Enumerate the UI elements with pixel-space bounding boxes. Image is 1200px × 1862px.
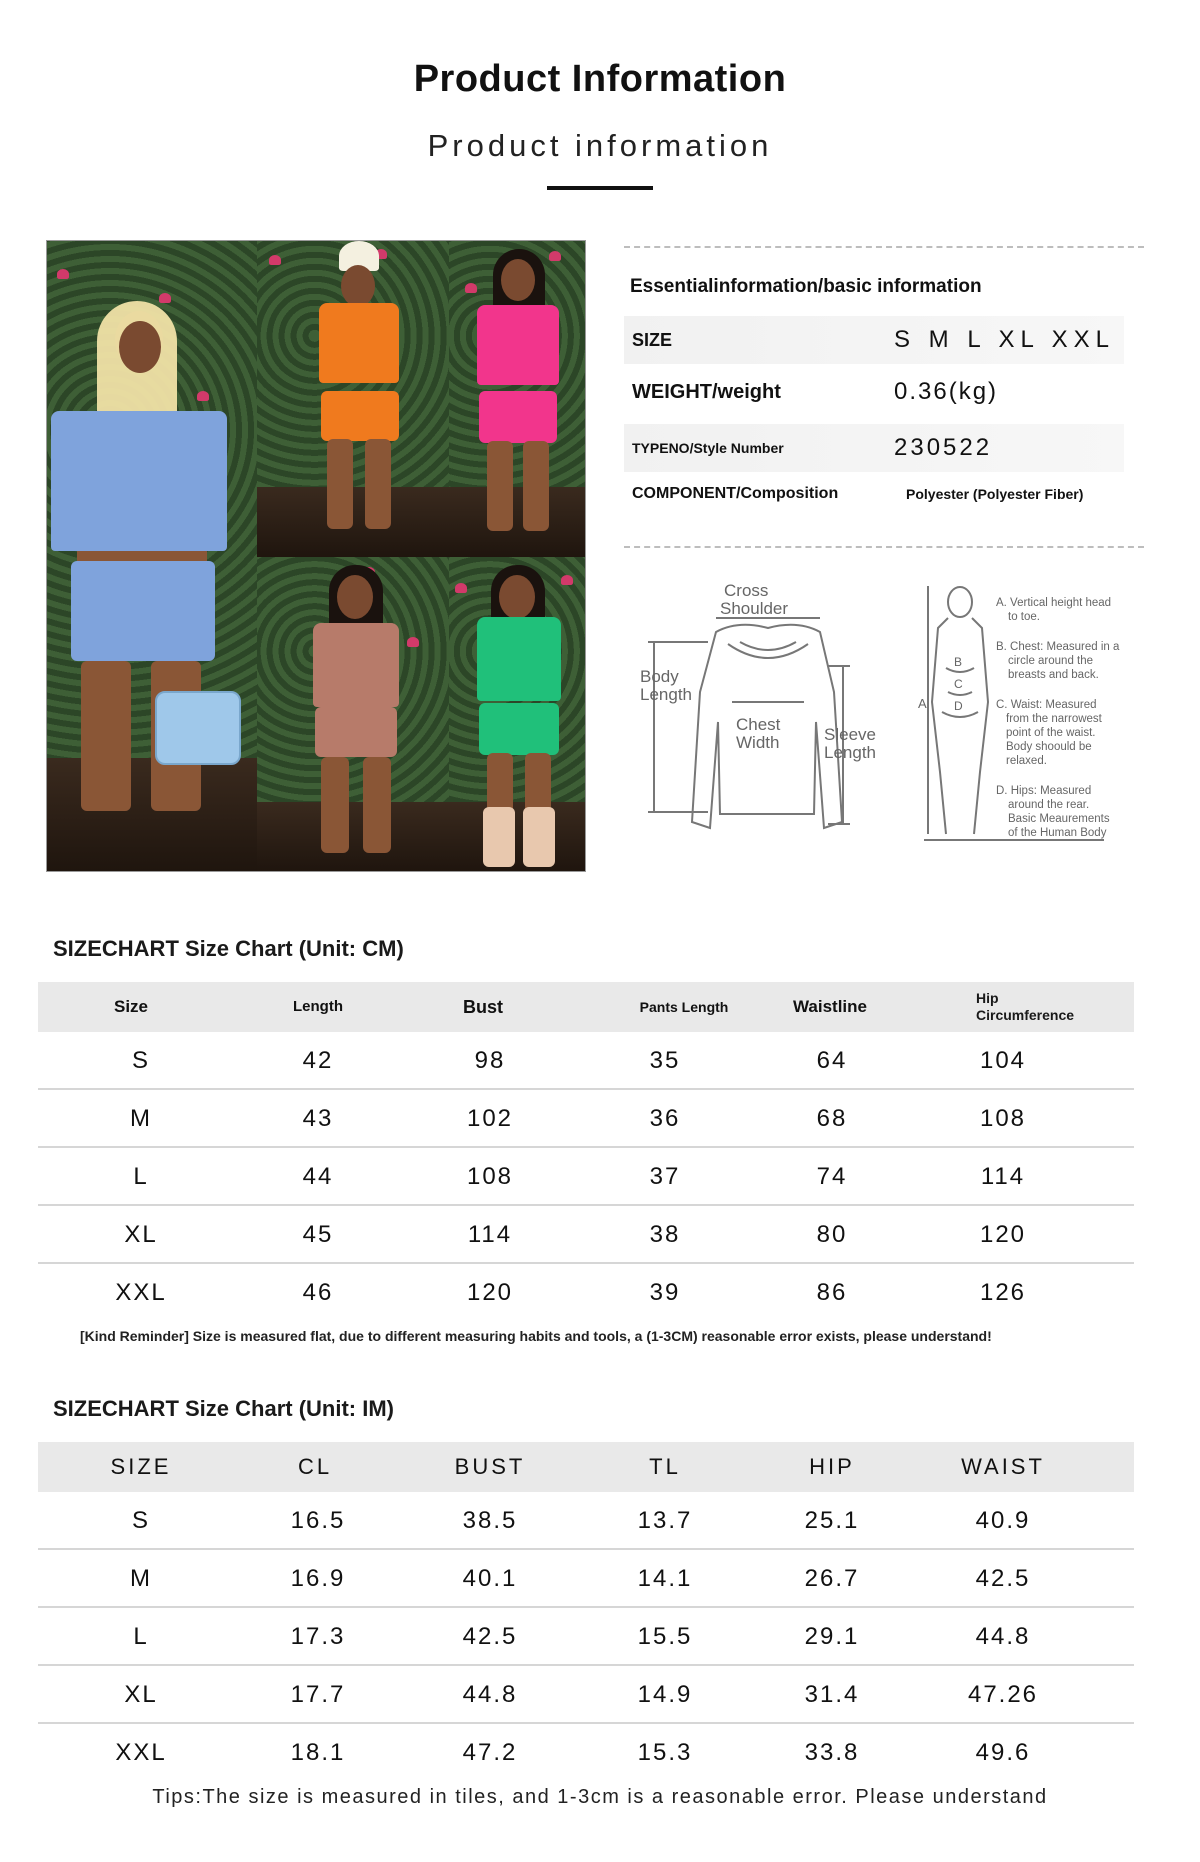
cross-shoulder-label-2: Shoulder [720, 599, 789, 618]
im-table-header [38, 1442, 1134, 1492]
table-cell: 17.3 [290, 1623, 346, 1650]
table-cell: M [130, 1565, 152, 1592]
table-cell: 120 [979, 1221, 1027, 1248]
table-row [38, 1550, 1134, 1608]
im-header-bust: BUST [454, 1454, 526, 1479]
table-cell: 31.4 [804, 1681, 860, 1708]
table-cell: 40.1 [462, 1565, 518, 1592]
im-header-cl: CL [297, 1454, 333, 1479]
info-key: WEIGHT/weight [632, 381, 781, 403]
cm-header-size: Size [113, 997, 149, 1016]
table-cell: 98 [474, 1047, 506, 1074]
body-note-c-1: C. Waist: Measured [996, 699, 1097, 711]
im-header-size: SIZE [110, 1454, 172, 1479]
table-cell: 45 [302, 1221, 334, 1248]
table-cell: 114 [980, 1163, 1026, 1190]
table-cell: 14.1 [637, 1565, 693, 1592]
table-row [38, 1090, 1134, 1148]
info-bottom-divider [624, 546, 1144, 548]
measurement-diagrams [628, 572, 1128, 852]
table-cell: 26.7 [804, 1565, 860, 1592]
table-cell: S [131, 1047, 151, 1074]
table-cell: 42.5 [975, 1565, 1031, 1592]
table-cell: 40.9 [975, 1507, 1031, 1534]
table-cell: 42.5 [462, 1623, 518, 1650]
body-note-a-1: A. Vertical height head [996, 597, 1112, 609]
info-heading: Essentialinformation/basic information [630, 276, 982, 297]
info-value: S M L XL XXL [894, 326, 1115, 353]
cm-header-hip [976, 990, 1074, 1024]
table-cell: 13.7 [637, 1507, 693, 1534]
table-cell: 64 [816, 1047, 848, 1074]
info-row-style-number [624, 424, 1124, 472]
photo-green-outfit [449, 557, 585, 871]
body-length-label-1: Body [640, 667, 679, 686]
table-cell: XXL [115, 1739, 167, 1766]
table-cell: 68 [816, 1105, 848, 1132]
info-row-composition [624, 470, 1124, 518]
im-header-waist: WAIST [961, 1454, 1045, 1479]
info-top-divider [624, 246, 1144, 248]
cm-header-pants-length: Pants Length [639, 999, 729, 1015]
body-label-d: D [954, 699, 963, 713]
body-label-b: B [954, 655, 963, 669]
tips-note: Tips:The size is measured in tiles, and 1-3cm is a reasonable error. Please understand [152, 1786, 1048, 1808]
info-value: Polyester (Polyester Fiber) [906, 486, 1084, 502]
table-cell: 46 [302, 1279, 334, 1306]
cm-header-hip-line-1: Hip [976, 990, 999, 1006]
table-cell: 108 [979, 1105, 1027, 1132]
page-subtitle: Product information [427, 128, 773, 163]
im-header-tl: TL [649, 1454, 681, 1479]
table-cell: 80 [816, 1221, 848, 1248]
body-length-label-2: Length [640, 685, 692, 704]
table-row [38, 1264, 1134, 1322]
table-cell: 35 [649, 1047, 681, 1074]
body-note-b-1: B. Chest: Measured in a [996, 641, 1120, 653]
table-row [38, 1206, 1134, 1264]
photo-brown-outfit [257, 557, 449, 871]
info-key: SIZE [632, 330, 673, 350]
im-header-hip: HIP [809, 1454, 855, 1479]
body-note-c-4: Body shoould be [1006, 741, 1092, 753]
table-cell: 14.9 [637, 1681, 693, 1708]
cm-chart-title: SIZECHART Size Chart (Unit: CM) [53, 936, 404, 961]
body-note-b-3: breasts and back. [1008, 669, 1099, 681]
table-cell: 120 [466, 1279, 514, 1306]
table-cell: 42 [302, 1047, 334, 1074]
table-cell: 16.9 [290, 1565, 346, 1592]
table-cell: M [130, 1105, 152, 1132]
table-cell: 15.5 [637, 1623, 693, 1650]
table-row [38, 1148, 1134, 1206]
table-cell: 44 [302, 1163, 334, 1190]
body-note-d-2: around the rear. [1008, 799, 1090, 811]
table-cell: 86 [816, 1279, 848, 1306]
info-key: TYPENO/Style Number [632, 440, 784, 456]
table-cell: L [133, 1163, 149, 1190]
sleeve-length-label-1: Sleeve [824, 725, 876, 744]
cm-header-waistline: Waistline [793, 997, 867, 1016]
table-cell: 43 [302, 1105, 334, 1132]
photo-blue-outfit [47, 241, 257, 871]
table-cell: 44.8 [462, 1681, 518, 1708]
table-cell: 108 [466, 1163, 514, 1190]
table-cell: 114 [467, 1221, 513, 1248]
table-cell: 38.5 [462, 1507, 518, 1534]
table-cell: 49.6 [975, 1739, 1031, 1766]
body-label-c: C [954, 677, 963, 691]
table-cell: 102 [466, 1105, 514, 1132]
table-cell: XL [124, 1681, 158, 1708]
title-divider [547, 186, 653, 190]
info-key: COMPONENT/Composition [632, 485, 839, 502]
table-cell: 33.8 [804, 1739, 860, 1766]
table-cell: 15.3 [637, 1739, 693, 1766]
table-cell: XXL [115, 1279, 167, 1306]
body-note-d-4: of the Human Body [1008, 827, 1107, 839]
sleeve-length-label-2: Length [824, 743, 876, 762]
table-cell: 29.1 [804, 1623, 860, 1650]
body-note-d-3: Basic Meaurements [1008, 813, 1110, 825]
cm-size-table [38, 982, 1134, 1314]
body-note-d-1: D. Hips: Measured [996, 785, 1092, 797]
body-note-c-5: relaxed. [1006, 755, 1047, 767]
table-cell: 18.1 [290, 1739, 346, 1766]
im-chart-title: SIZECHART Size Chart (Unit: IM) [53, 1396, 394, 1421]
photo-pink-outfit [449, 241, 585, 557]
table-row [38, 1032, 1134, 1090]
body-note-b-2: circle around the [1008, 655, 1094, 667]
table-cell: 126 [979, 1279, 1027, 1306]
table-cell: 44.8 [975, 1623, 1031, 1650]
table-cell: L [133, 1623, 149, 1650]
body-note-a-2: to toe. [1008, 611, 1040, 623]
table-cell: 39 [649, 1279, 681, 1306]
cm-table-header [38, 982, 1134, 1032]
product-photo-collage [46, 240, 586, 872]
table-cell: 16.5 [290, 1507, 346, 1534]
table-cell: 36 [649, 1105, 681, 1132]
table-cell: 47.2 [462, 1739, 518, 1766]
photo-orange-outfit [257, 241, 449, 557]
info-row-weight [624, 368, 1124, 416]
table-row [38, 1724, 1134, 1782]
table-cell: 104 [979, 1047, 1027, 1074]
body-label-a: A [918, 696, 927, 711]
info-row-size [624, 316, 1124, 364]
body-note-c-2: from the narrowest [1006, 713, 1102, 725]
page-title: Product Information [413, 58, 787, 100]
kind-reminder-note: [Kind Reminder] Size is measured flat, due to different measuring habits and tools, a (1-3CM) reasonable error exists, please understand! [80, 1328, 992, 1344]
table-cell: XL [124, 1221, 158, 1248]
cm-header-length: Length [293, 998, 343, 1015]
info-value: 0.36(kg) [894, 378, 999, 405]
table-cell: S [131, 1507, 151, 1534]
cross-shoulder-label-1: Cross [724, 581, 769, 600]
chest-width-label-1: Chest [736, 715, 781, 734]
info-value: 230522 [894, 434, 993, 461]
table-cell: 17.7 [290, 1681, 346, 1708]
chest-width-label-2: Width [736, 733, 780, 752]
table-cell: 37 [649, 1163, 681, 1190]
cm-header-hip-line-2: Circumference [976, 1007, 1075, 1023]
table-cell: 25.1 [804, 1507, 860, 1534]
table-row [38, 1492, 1134, 1550]
table-cell: 74 [816, 1163, 848, 1190]
body-note-c-3: point of the waist. [1006, 727, 1096, 739]
table-cell: 47.26 [967, 1681, 1039, 1708]
table-row [38, 1666, 1134, 1724]
im-size-table [38, 1442, 1134, 1778]
table-row [38, 1608, 1134, 1666]
table-cell: 38 [649, 1221, 681, 1248]
cm-header-bust: Bust [463, 997, 503, 1017]
